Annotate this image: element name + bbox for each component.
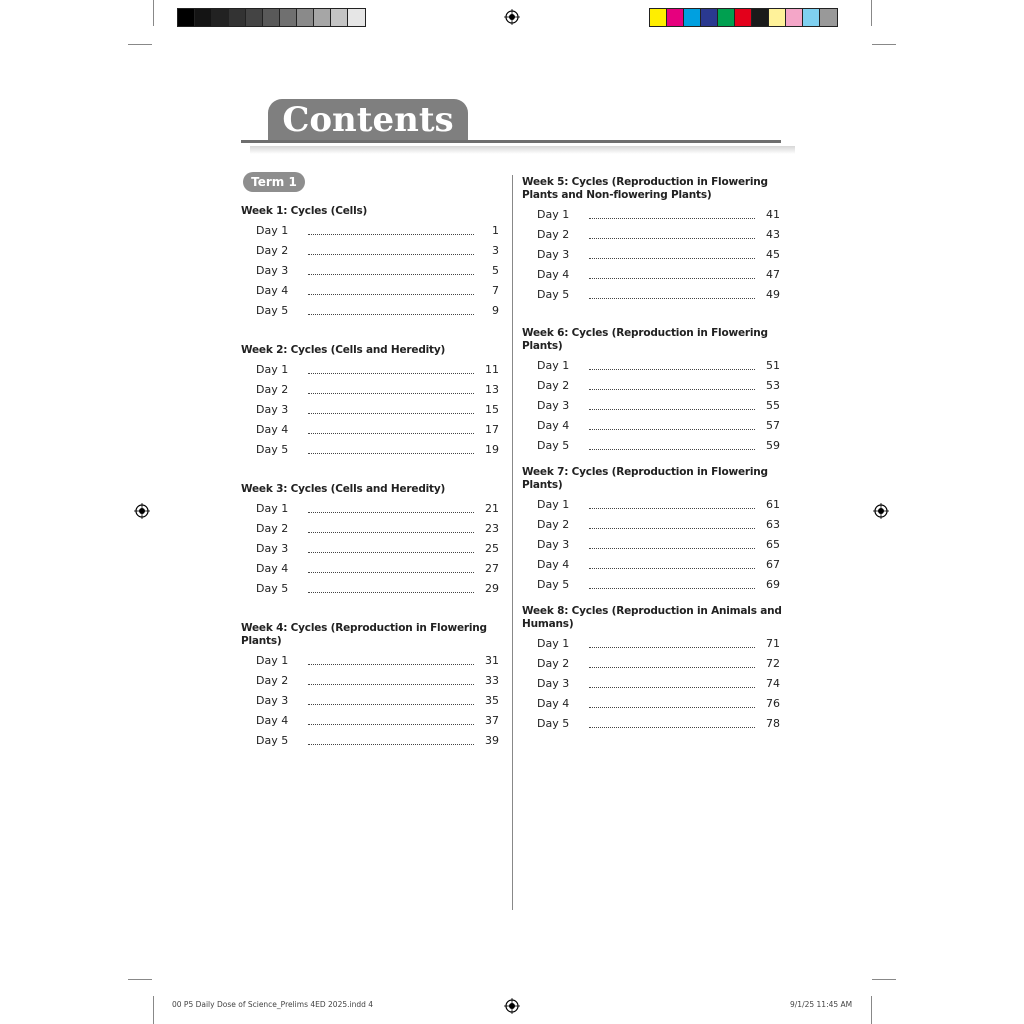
dot-leader [308, 552, 474, 553]
color-swatch [212, 9, 229, 26]
color-swatch [246, 9, 263, 26]
week-title: Week 7: Cycles (Reproduction in Flowering Plants) [522, 466, 768, 491]
crop-mark [153, 996, 154, 1024]
toc-entry-page-number: 35 [485, 694, 499, 707]
crop-mark [871, 0, 872, 26]
toc-entry[interactable] [522, 694, 787, 714]
color-swatch [667, 9, 684, 26]
color-swatch [297, 9, 314, 26]
toc-entry-page-number: 39 [485, 734, 499, 747]
toc-entry-page-number: 72 [766, 657, 780, 670]
dot-leader [589, 218, 755, 219]
dot-leader [308, 274, 474, 275]
toc-entry-page-number: 45 [766, 248, 780, 261]
toc-entry-label: Day 3 [256, 542, 289, 555]
dot-leader [308, 704, 474, 705]
color-swatch [650, 9, 667, 26]
toc-entry-label: Day 1 [256, 224, 289, 237]
toc-entry-page-number: 7 [492, 284, 499, 297]
week-section [241, 344, 506, 460]
dot-leader [308, 393, 474, 394]
toc-entry-label: Day 5 [537, 717, 570, 730]
toc-entry-label: Day 2 [537, 518, 570, 531]
registration-mark-icon [504, 9, 520, 25]
toc-entry-label: Day 1 [537, 208, 570, 221]
dot-leader [308, 512, 474, 513]
toc-entry-page-number: 57 [766, 419, 780, 432]
toc-entry-label: Day 3 [256, 403, 289, 416]
toc-entry-label: Day 3 [537, 248, 570, 261]
crop-mark [153, 0, 154, 26]
color-swatch [280, 9, 297, 26]
dot-leader [589, 548, 755, 549]
toc-entry-page-number: 33 [485, 674, 499, 687]
dot-leader [308, 724, 474, 725]
dot-leader [589, 687, 755, 688]
page-title: Contents [268, 99, 468, 141]
toc-entry-label: Day 4 [256, 714, 289, 727]
week-section [522, 176, 787, 305]
toc-entry-label: Day 5 [256, 582, 289, 595]
toc-entry-page-number: 15 [485, 403, 499, 416]
toc-entry[interactable] [241, 651, 506, 671]
toc-entry-page-number: 71 [766, 637, 780, 650]
toc-entry[interactable] [522, 535, 787, 555]
toc-entry-page-number: 3 [492, 244, 499, 257]
term-badge: Term 1 [243, 172, 305, 192]
toc-entry[interactable] [522, 376, 787, 396]
dot-leader [589, 278, 755, 279]
dot-leader [308, 453, 474, 454]
toc-entry-label: Day 2 [537, 657, 570, 670]
toc-entry[interactable] [241, 241, 506, 261]
color-swatch [803, 9, 820, 26]
week-title: Week 8: Cycles (Reproduction in Animals and Humans) [522, 605, 782, 630]
dot-leader [308, 254, 474, 255]
toc-entry-label: Day 3 [537, 677, 570, 690]
toc-entry-page-number: 53 [766, 379, 780, 392]
color-swatch [229, 9, 246, 26]
toc-entry[interactable] [241, 360, 506, 380]
toc-entry-page-number: 74 [766, 677, 780, 690]
crop-mark [128, 979, 152, 980]
toc-entry-label: Day 4 [537, 558, 570, 571]
toc-entry[interactable] [241, 711, 506, 731]
week-section [522, 327, 787, 456]
toc-entry-label: Day 4 [537, 697, 570, 710]
dot-leader [589, 238, 755, 239]
registration-mark-icon [504, 998, 520, 1014]
toc-entry-page-number: 37 [485, 714, 499, 727]
dot-leader [589, 258, 755, 259]
toc-entry[interactable] [241, 301, 506, 321]
color-swatch [331, 9, 348, 26]
toc-entry-page-number: 78 [766, 717, 780, 730]
toc-entry-label: Day 1 [537, 359, 570, 372]
toc-entry-label: Day 4 [256, 562, 289, 575]
dot-leader [308, 314, 474, 315]
color-swatch [684, 9, 701, 26]
toc-entry[interactable] [522, 205, 787, 225]
toc-entry-page-number: 55 [766, 399, 780, 412]
week-title: Week 4: Cycles (Reproduction in Flowering Plants) [241, 622, 487, 647]
toc-entry[interactable] [522, 674, 787, 694]
color-swatch [701, 9, 718, 26]
dot-leader [589, 568, 755, 569]
dot-leader [589, 369, 755, 370]
toc-entry[interactable] [241, 579, 506, 599]
week-title: Week 5: Cycles (Reproduction in Flowering Plants and Non-flowering Plants) [522, 176, 768, 201]
crop-mark [128, 44, 152, 45]
toc-entry-label: Day 4 [256, 423, 289, 436]
header-shadow [250, 146, 795, 154]
toc-entry[interactable] [522, 555, 787, 575]
toc-entry[interactable] [522, 285, 787, 305]
dot-leader [308, 433, 474, 434]
color-swatch [314, 9, 331, 26]
toc-entry[interactable] [241, 400, 506, 420]
crop-mark [871, 996, 872, 1024]
toc-entry-label: Day 1 [537, 637, 570, 650]
toc-entry-label: Day 2 [256, 674, 289, 687]
dot-leader [589, 389, 755, 390]
toc-entry[interactable] [241, 691, 506, 711]
toc-entry-page-number: 41 [766, 208, 780, 221]
process-color-bar [649, 8, 838, 27]
toc-entry-page-number: 43 [766, 228, 780, 241]
toc-entry-label: Day 2 [256, 522, 289, 535]
toc-entry[interactable] [522, 416, 787, 436]
toc-entry[interactable] [241, 731, 506, 751]
registration-mark-icon [873, 503, 889, 519]
toc-entry-page-number: 67 [766, 558, 780, 571]
toc-entry-page-number: 5 [492, 264, 499, 277]
toc-entry-page-number: 29 [485, 582, 499, 595]
toc-entry[interactable] [241, 420, 506, 440]
week-title: Week 2: Cycles (Cells and Heredity) [241, 344, 446, 356]
toc-entry[interactable] [522, 575, 787, 595]
toc-entry-label: Day 3 [256, 694, 289, 707]
toc-entry-page-number: 11 [485, 363, 499, 376]
color-swatch [735, 9, 752, 26]
toc-entry[interactable] [522, 634, 787, 654]
color-swatch [263, 9, 280, 26]
dot-leader [308, 744, 474, 745]
footer-filename: 00 P5 Daily Dose of Science_Prelims 4ED 2025.indd 4 [172, 1000, 374, 1009]
toc-entry-label: Day 4 [537, 268, 570, 281]
footer-timestamp: 9/1/25 11:45 AM [790, 1000, 853, 1009]
toc-entry-page-number: 9 [492, 304, 499, 317]
toc-entry[interactable] [241, 499, 506, 519]
color-swatch [195, 9, 212, 26]
color-swatch [820, 9, 837, 26]
toc-entry-label: Day 4 [256, 284, 289, 297]
toc-entry-page-number: 13 [485, 383, 499, 396]
toc-entry[interactable] [241, 519, 506, 539]
toc-entry[interactable] [522, 225, 787, 245]
week-title: Week 3: Cycles (Cells and Heredity) [241, 483, 446, 495]
dot-leader [589, 727, 755, 728]
dot-leader [308, 294, 474, 295]
toc-entry-label: Day 5 [256, 304, 289, 317]
toc-entry-label: Day 5 [537, 288, 570, 301]
dot-leader [589, 429, 755, 430]
toc-entry-page-number: 51 [766, 359, 780, 372]
dot-leader [589, 508, 755, 509]
color-swatch [769, 9, 786, 26]
dot-leader [308, 234, 474, 235]
toc-entry-page-number: 49 [766, 288, 780, 301]
toc-entry-label: Day 2 [256, 244, 289, 257]
toc-entry-label: Day 4 [537, 419, 570, 432]
toc-entry[interactable] [241, 671, 506, 691]
toc-entry-label: Day 1 [256, 654, 289, 667]
toc-entry-label: Day 3 [537, 399, 570, 412]
toc-entry[interactable] [522, 714, 787, 734]
week-section [241, 622, 506, 751]
toc-entry-page-number: 21 [485, 502, 499, 515]
toc-entry[interactable] [241, 281, 506, 301]
toc-entry-label: Day 3 [256, 264, 289, 277]
dot-leader [589, 409, 755, 410]
toc-entry[interactable] [522, 265, 787, 285]
toc-entry[interactable] [241, 261, 506, 281]
toc-entry-page-number: 1 [492, 224, 499, 237]
week-title: Week 6: Cycles (Reproduction in Flowering Plants) [522, 327, 768, 352]
dot-leader [308, 592, 474, 593]
toc-entry-label: Day 1 [256, 363, 289, 376]
toc-entry-label: Day 1 [537, 498, 570, 511]
toc-entry-label: Day 5 [537, 439, 570, 452]
color-swatch [786, 9, 803, 26]
toc-entry[interactable] [522, 495, 787, 515]
dot-leader [308, 413, 474, 414]
dot-leader [308, 664, 474, 665]
week-section [522, 605, 787, 734]
toc-entry[interactable] [241, 380, 506, 400]
toc-entry[interactable] [241, 539, 506, 559]
toc-entry-label: Day 2 [537, 379, 570, 392]
grayscale-color-bar [177, 8, 366, 27]
dot-leader [589, 528, 755, 529]
dot-leader [589, 647, 755, 648]
toc-entry-page-number: 63 [766, 518, 780, 531]
registration-mark-icon [134, 503, 150, 519]
toc-entry-label: Day 2 [256, 383, 289, 396]
dot-leader [308, 572, 474, 573]
toc-entry-label: Day 2 [537, 228, 570, 241]
toc-entry-page-number: 65 [766, 538, 780, 551]
header-rule [241, 140, 781, 143]
crop-mark [872, 979, 896, 980]
week-section [522, 466, 787, 595]
color-swatch [178, 9, 195, 26]
toc-entry[interactable] [241, 559, 506, 579]
toc-entry-label: Day 3 [537, 538, 570, 551]
toc-entry[interactable] [241, 221, 506, 241]
toc-entry[interactable] [522, 654, 787, 674]
color-swatch [348, 9, 365, 26]
toc-entry[interactable] [522, 396, 787, 416]
toc-entry[interactable] [522, 356, 787, 376]
toc-entry-label: Day 5 [256, 443, 289, 456]
dot-leader [308, 532, 474, 533]
toc-entry[interactable] [522, 245, 787, 265]
toc-entry[interactable] [522, 436, 787, 456]
crop-mark [872, 44, 896, 45]
week-section [241, 205, 506, 321]
dot-leader [589, 588, 755, 589]
dot-leader [589, 298, 755, 299]
toc-entry-page-number: 23 [485, 522, 499, 535]
toc-entry-label: Day 5 [256, 734, 289, 747]
toc-entry-page-number: 69 [766, 578, 780, 591]
toc-entry-label: Day 5 [537, 578, 570, 591]
dot-leader [308, 684, 474, 685]
toc-entry-page-number: 47 [766, 268, 780, 281]
dot-leader [308, 373, 474, 374]
toc-entry-page-number: 25 [485, 542, 499, 555]
week-section [241, 483, 506, 599]
toc-entry-page-number: 61 [766, 498, 780, 511]
toc-entry-page-number: 19 [485, 443, 499, 456]
toc-entry-label: Day 1 [256, 502, 289, 515]
toc-entry-page-number: 31 [485, 654, 499, 667]
week-title: Week 1: Cycles (Cells) [241, 205, 368, 217]
color-swatch [718, 9, 735, 26]
toc-entry-page-number: 59 [766, 439, 780, 452]
dot-leader [589, 707, 755, 708]
dot-leader [589, 449, 755, 450]
dot-leader [589, 667, 755, 668]
toc-entry[interactable] [522, 515, 787, 535]
toc-entry-page-number: 17 [485, 423, 499, 436]
color-swatch [752, 9, 769, 26]
toc-entry-page-number: 76 [766, 697, 780, 710]
toc-entry[interactable] [241, 440, 506, 460]
column-divider [512, 175, 513, 910]
toc-entry-page-number: 27 [485, 562, 499, 575]
